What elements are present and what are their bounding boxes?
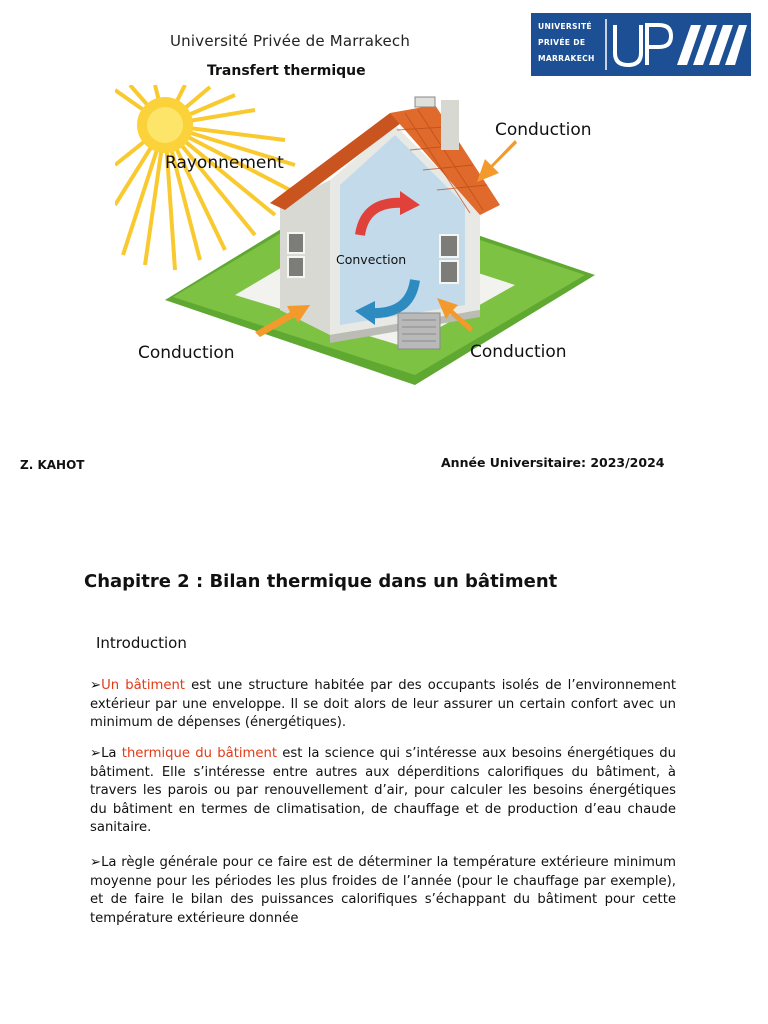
logo-text-line: MARRAKECH (538, 54, 595, 63)
paragraph-2 (90, 745, 676, 838)
conduction-right-label: Conduction (470, 342, 567, 362)
paragraph-text: est une structure habitée par des occupants isolés de l’environnement extérieur par une enveloppe. Il se doit alors de leur assurer un certain confort avec un minimum de dépenses (énergétiques). (90, 678, 676, 730)
logo-text-line: UNIVERSITÉ (538, 22, 592, 31)
paragraph-3 (90, 854, 676, 928)
conduction-roof-label: Conduction (495, 120, 592, 140)
highlight-term: Un bâtiment (101, 678, 185, 693)
academic-year: Année Universitaire: 2023/2024 (441, 455, 665, 470)
heat-transfer-illustration (115, 85, 615, 385)
paragraph-prefix: La (101, 746, 122, 761)
course-title: Transfert thermique (207, 63, 366, 79)
author-name: Z. KAHOT (20, 458, 85, 472)
paragraph-1 (90, 677, 676, 733)
highlight-term: thermique du bâtiment (121, 746, 278, 761)
paragraph-text: La règle générale pour ce faire est de déterminer la température extérieure minimum moyenne pour les périodes les plus froides de l’année (pour le chauffage par exemple), et de faire le bilan des puissances calorifiques s’échappant du bâtiment pour cette température extérieure donnée (90, 855, 676, 926)
intro-heading: Introduction (96, 634, 187, 652)
logo-text-line: PRIVÉE DE (538, 38, 586, 47)
radiation-label: Rayonnement (165, 153, 284, 173)
bullet-icon: ➢ (90, 678, 102, 693)
bullet-icon: ➢ (90, 855, 102, 870)
university-logo (531, 13, 751, 76)
conduction-left-label: Conduction (138, 343, 235, 363)
chapter-title: Chapitre 2 : Bilan thermique dans un bâtiment (84, 571, 558, 592)
university-name: Université Privée de Marrakech (170, 32, 411, 50)
bullet-icon: ➢ (90, 746, 102, 761)
convection-label: Convection (336, 252, 407, 267)
paragraph-text: est la science qui s’intéresse aux besoins énergétiques du bâtiment. Elle s’intéresse entre autres aux déperditions calorifiques du bâtiment, à travers les parois ou par renouvellement d’air, pour calculer les besoins énergétiques du bâtiment en termes de climatisation, de chauffage et de production d’eau chaude sanitaire. (90, 746, 676, 835)
